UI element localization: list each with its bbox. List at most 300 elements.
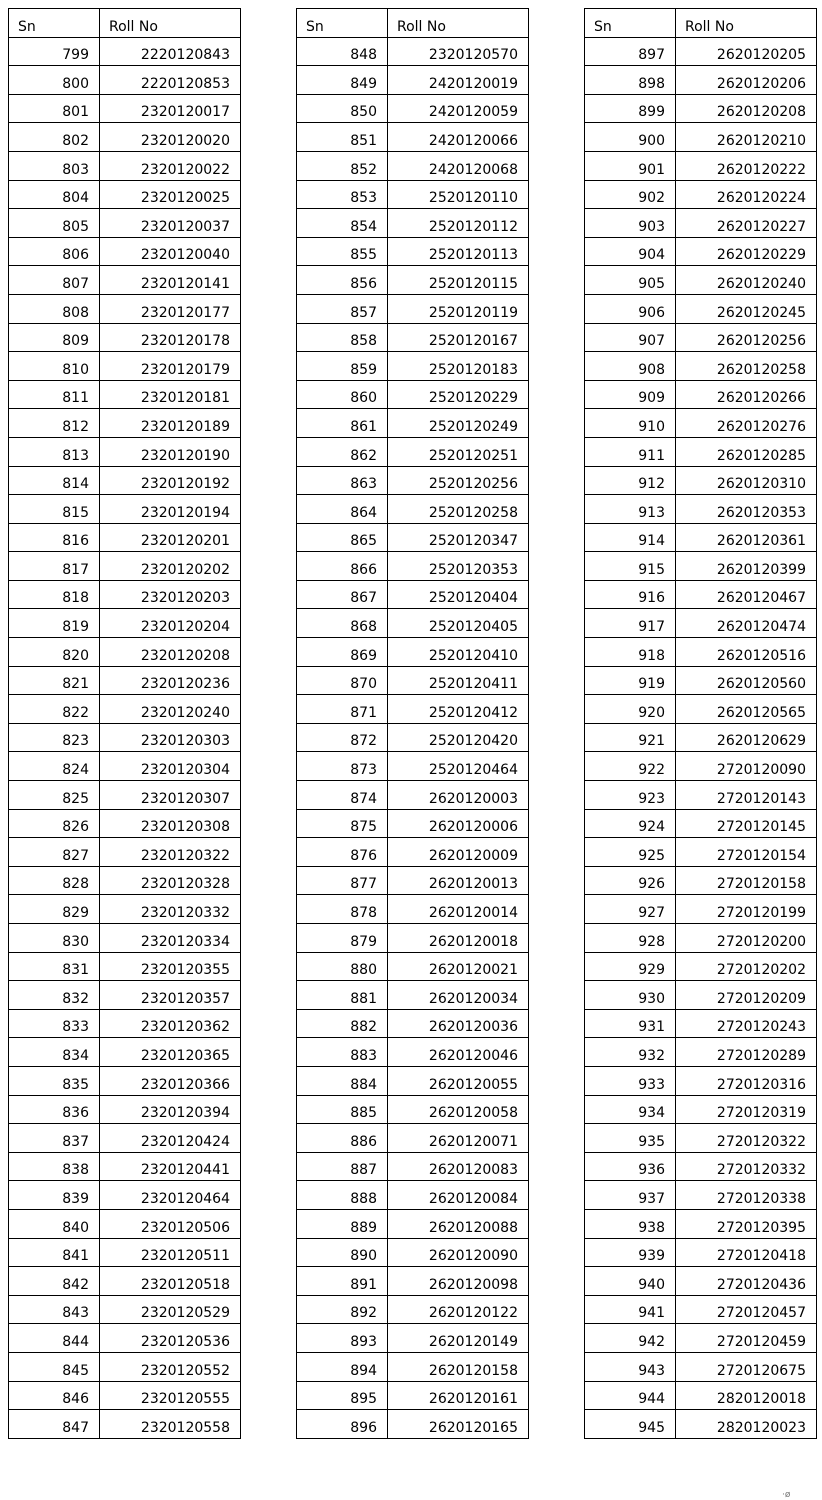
sn-cell: 838 [9, 1152, 100, 1181]
sn-cell: 919 [585, 666, 676, 695]
table-row [297, 866, 529, 895]
table-row [9, 609, 241, 638]
roll-no-cell: 2320120552 [100, 1352, 241, 1381]
sn-cell: 892 [297, 1295, 388, 1324]
table-row [297, 1267, 529, 1296]
sn-cell: 876 [297, 838, 388, 867]
table-row [297, 495, 529, 524]
sn-cell: 877 [297, 866, 388, 895]
table-row [9, 294, 241, 323]
table-row [9, 266, 241, 295]
roll-no-cell: 2520120411 [388, 666, 529, 695]
roll-no-cell: 2720120202 [676, 952, 817, 981]
table-row [9, 1038, 241, 1067]
table-row [297, 580, 529, 609]
sn-cell: 886 [297, 1124, 388, 1153]
roll-no-cell: 2620120629 [676, 723, 817, 752]
roll-no-cell: 2620120055 [388, 1066, 529, 1095]
sn-cell: 822 [9, 695, 100, 724]
table-row [297, 37, 529, 66]
roll-no-cell: 2520120229 [388, 380, 529, 409]
sn-header: Sn [585, 9, 676, 38]
table-row [297, 180, 529, 209]
sn-cell: 933 [585, 1066, 676, 1095]
table-row [297, 838, 529, 867]
roll-no-cell: 2620120149 [388, 1324, 529, 1353]
roll-no-cell: 2320120201 [100, 523, 241, 552]
sn-cell: 801 [9, 94, 100, 123]
roll-no-cell: 2620120205 [676, 37, 817, 66]
roll-no-cell: 2620120285 [676, 437, 817, 466]
table-row [585, 495, 817, 524]
roll-no-header: Roll No [676, 9, 817, 38]
table-row [9, 151, 241, 180]
roll-no-header: Roll No [100, 9, 241, 38]
sn-cell: 805 [9, 209, 100, 238]
table-row [9, 209, 241, 238]
roll-no-cell: 2320120304 [100, 752, 241, 781]
sn-cell: 835 [9, 1066, 100, 1095]
table-row [585, 209, 817, 238]
table-row [585, 380, 817, 409]
roll-no-cell: 2720120457 [676, 1295, 817, 1324]
table-row [585, 94, 817, 123]
sn-cell: 828 [9, 866, 100, 895]
sn-cell: 853 [297, 180, 388, 209]
roll-no-cell: 2620120122 [388, 1295, 529, 1324]
roll-no-cell: 2520120112 [388, 209, 529, 238]
roll-no-cell: 2320120322 [100, 838, 241, 867]
roll-no-cell: 2620120353 [676, 495, 817, 524]
roll-no-cell: 2720120200 [676, 924, 817, 953]
sn-cell: 914 [585, 523, 676, 552]
table-row [585, 981, 817, 1010]
table-row [585, 180, 817, 209]
roll-no-cell: 2620120210 [676, 123, 817, 152]
table-row [9, 1095, 241, 1124]
roll-no-cell: 2520120256 [388, 466, 529, 495]
roll-no-cell: 2620120058 [388, 1095, 529, 1124]
table-row [585, 1066, 817, 1095]
roll-no-cell: 2320120366 [100, 1066, 241, 1095]
roll-no-cell: 2720120418 [676, 1238, 817, 1267]
sn-cell: 924 [585, 809, 676, 838]
sn-cell: 904 [585, 237, 676, 266]
sn-cell: 874 [297, 781, 388, 810]
table-row [9, 924, 241, 953]
sn-cell: 872 [297, 723, 388, 752]
sn-cell: 891 [297, 1267, 388, 1296]
table-row [297, 94, 529, 123]
roll-no-cell: 2620120227 [676, 209, 817, 238]
sn-cell: 833 [9, 1009, 100, 1038]
table-row [297, 723, 529, 752]
table-row [9, 1124, 241, 1153]
table-row [9, 866, 241, 895]
roll-no-cell: 2520120183 [388, 352, 529, 381]
roll-no-cell: 2620120399 [676, 552, 817, 581]
sn-cell: 829 [9, 895, 100, 924]
header-row [9, 9, 241, 38]
roll-no-cell: 2620120516 [676, 638, 817, 667]
sn-cell: 842 [9, 1267, 100, 1296]
roll-no-cell: 2320120040 [100, 237, 241, 266]
roll-no-cell: 2620120256 [676, 323, 817, 352]
roll-no-cell: 2720120143 [676, 781, 817, 810]
sn-cell: 938 [585, 1209, 676, 1238]
roll-no-cell: 2320120037 [100, 209, 241, 238]
roll-no-cell: 2320120303 [100, 723, 241, 752]
roll-no-cell: 2320120025 [100, 180, 241, 209]
table-row [9, 1238, 241, 1267]
sn-cell: 832 [9, 981, 100, 1010]
table-row [9, 981, 241, 1010]
sn-cell: 905 [585, 266, 676, 295]
sn-cell: 932 [585, 1038, 676, 1067]
table-row [585, 237, 817, 266]
sn-header: Sn [297, 9, 388, 38]
table-row [585, 866, 817, 895]
table-row [585, 609, 817, 638]
roll-no-cell: 2520120410 [388, 638, 529, 667]
roll-no-cell: 2320120570 [388, 37, 529, 66]
sn-cell: 912 [585, 466, 676, 495]
table-row [297, 1324, 529, 1353]
sn-cell: 893 [297, 1324, 388, 1353]
sn-cell: 868 [297, 609, 388, 638]
table-row [297, 380, 529, 409]
table-row [297, 266, 529, 295]
sn-cell: 920 [585, 695, 676, 724]
sn-cell: 901 [585, 151, 676, 180]
table-row [585, 1295, 817, 1324]
roll-no-cell: 2520120251 [388, 437, 529, 466]
table-row [9, 1410, 241, 1439]
sn-cell: 929 [585, 952, 676, 981]
table-row [585, 552, 817, 581]
sn-cell: 922 [585, 752, 676, 781]
sn-cell: 943 [585, 1352, 676, 1381]
roll-no-cell: 2520120115 [388, 266, 529, 295]
table-row [297, 437, 529, 466]
roll-no-cell: 2320120518 [100, 1267, 241, 1296]
table-row [585, 37, 817, 66]
table-row [9, 123, 241, 152]
roll-no-cell: 2320120555 [100, 1381, 241, 1410]
roll-no-cell: 2620120467 [676, 580, 817, 609]
roll-no-cell: 2320120192 [100, 466, 241, 495]
roll-no-cell: 2520120119 [388, 294, 529, 323]
sn-cell: 865 [297, 523, 388, 552]
table-row [9, 638, 241, 667]
sn-cell: 926 [585, 866, 676, 895]
roll-no-cell: 2620120098 [388, 1267, 529, 1296]
roll-no-cell: 2620120006 [388, 809, 529, 838]
table-row [585, 123, 817, 152]
table-row [9, 409, 241, 438]
roll-no-cell: 2320120203 [100, 580, 241, 609]
roll-table-1 [8, 8, 241, 1439]
roll-no-cell: 2520120249 [388, 409, 529, 438]
table-row [297, 466, 529, 495]
sn-cell: 857 [297, 294, 388, 323]
sn-cell: 940 [585, 1267, 676, 1296]
roll-no-cell: 2720120090 [676, 752, 817, 781]
roll-no-cell: 2320120240 [100, 695, 241, 724]
roll-no-cell: 2720120316 [676, 1066, 817, 1095]
roll-no-cell: 2320120511 [100, 1238, 241, 1267]
roll-no-cell: 2320120334 [100, 924, 241, 953]
sn-cell: 906 [585, 294, 676, 323]
table-row [585, 409, 817, 438]
table-row [585, 151, 817, 180]
roll-no-cell: 2520120167 [388, 323, 529, 352]
table-row [297, 1381, 529, 1410]
sn-cell: 869 [297, 638, 388, 667]
table-row [297, 1038, 529, 1067]
sn-cell: 930 [585, 981, 676, 1010]
roll-no-cell: 2520120464 [388, 752, 529, 781]
roll-no-cell: 2720120459 [676, 1324, 817, 1353]
table-row [585, 1009, 817, 1038]
roll-no-header: Roll No [388, 9, 529, 38]
sn-cell: 827 [9, 838, 100, 867]
table-row [585, 1181, 817, 1210]
roll-no-cell: 2320120208 [100, 638, 241, 667]
table-row [585, 523, 817, 552]
roll-no-cell: 2620120208 [676, 94, 817, 123]
table-row [297, 1295, 529, 1324]
table-row [297, 552, 529, 581]
roll-no-cell: 2720120436 [676, 1267, 817, 1296]
roll-no-cell: 2720120243 [676, 1009, 817, 1038]
roll-no-cell: 2520120404 [388, 580, 529, 609]
roll-no-cell: 2520120353 [388, 552, 529, 581]
roll-no-cell: 2320120536 [100, 1324, 241, 1353]
sn-cell: 917 [585, 609, 676, 638]
roll-no-cell: 2520120420 [388, 723, 529, 752]
roll-no-cell: 2620120229 [676, 237, 817, 266]
table-row [9, 323, 241, 352]
roll-no-cell: 2320120178 [100, 323, 241, 352]
table-row [297, 952, 529, 981]
roll-no-cell: 2320120307 [100, 781, 241, 810]
roll-no-cell: 2620120474 [676, 609, 817, 638]
table-row [9, 180, 241, 209]
sn-cell: 899 [585, 94, 676, 123]
table-row [9, 1152, 241, 1181]
sn-cell: 918 [585, 638, 676, 667]
roll-no-cell: 2320120017 [100, 94, 241, 123]
roll-no-cell: 2320120332 [100, 895, 241, 924]
sn-cell: 807 [9, 266, 100, 295]
table-row [585, 1152, 817, 1181]
roll-no-cell: 2320120506 [100, 1209, 241, 1238]
header-row [585, 9, 817, 38]
roll-no-cell: 2620120013 [388, 866, 529, 895]
sn-cell: 804 [9, 180, 100, 209]
table-row [9, 66, 241, 95]
sn-cell: 813 [9, 437, 100, 466]
sn-cell: 934 [585, 1095, 676, 1124]
sn-cell: 839 [9, 1181, 100, 1210]
sn-cell: 895 [297, 1381, 388, 1410]
table-row [585, 952, 817, 981]
roll-no-cell: 2520120347 [388, 523, 529, 552]
sn-cell: 847 [9, 1410, 100, 1439]
table-row [297, 695, 529, 724]
sn-cell: 883 [297, 1038, 388, 1067]
roll-no-cell: 2620120071 [388, 1124, 529, 1153]
table-row [585, 809, 817, 838]
table-row [297, 1238, 529, 1267]
sn-cell: 894 [297, 1352, 388, 1381]
sn-cell: 931 [585, 1009, 676, 1038]
roll-no-cell: 2720120322 [676, 1124, 817, 1153]
roll-no-cell: 2620120021 [388, 952, 529, 981]
roll-no-cell: 2620120565 [676, 695, 817, 724]
table-row [585, 638, 817, 667]
sn-cell: 913 [585, 495, 676, 524]
sn-cell: 809 [9, 323, 100, 352]
roll-no-cell: 2320120181 [100, 380, 241, 409]
table-row [297, 924, 529, 953]
table-row [585, 752, 817, 781]
table-row [585, 1209, 817, 1238]
roll-no-cell: 2220120853 [100, 66, 241, 95]
sn-cell: 885 [297, 1095, 388, 1124]
table-row [585, 323, 817, 352]
roll-no-cell: 2320120020 [100, 123, 241, 152]
sn-cell: 870 [297, 666, 388, 695]
sn-cell: 859 [297, 352, 388, 381]
table-row [585, 838, 817, 867]
sn-cell: 856 [297, 266, 388, 295]
roll-no-cell: 2620120158 [388, 1352, 529, 1381]
roll-no-cell: 2320120394 [100, 1095, 241, 1124]
roll-no-cell: 2620120206 [676, 66, 817, 95]
roll-no-cell: 2620120276 [676, 409, 817, 438]
table-row [9, 94, 241, 123]
sn-cell: 890 [297, 1238, 388, 1267]
sn-cell: 888 [297, 1181, 388, 1210]
table-row [297, 1066, 529, 1095]
table-row [9, 1267, 241, 1296]
roll-no-cell: 2620120161 [388, 1381, 529, 1410]
sn-cell: 907 [585, 323, 676, 352]
table-row [9, 952, 241, 981]
roll-no-cell: 2620120361 [676, 523, 817, 552]
roll-no-cell: 2620120560 [676, 666, 817, 695]
table-row [9, 1352, 241, 1381]
sn-cell: 889 [297, 1209, 388, 1238]
table-row [585, 1410, 817, 1439]
sn-cell: 864 [297, 495, 388, 524]
sn-cell: 923 [585, 781, 676, 810]
sn-cell: 811 [9, 380, 100, 409]
table-row [9, 437, 241, 466]
sn-cell: 873 [297, 752, 388, 781]
sn-cell: 896 [297, 1410, 388, 1439]
roll-no-cell: 2320120204 [100, 609, 241, 638]
roll-no-cell: 2420120059 [388, 94, 529, 123]
sn-cell: 816 [9, 523, 100, 552]
sn-cell: 799 [9, 37, 100, 66]
roll-no-cell: 2320120022 [100, 151, 241, 180]
roll-no-cell: 2720120338 [676, 1181, 817, 1210]
roll-no-cell: 2420120068 [388, 151, 529, 180]
roll-no-cell: 2520120258 [388, 495, 529, 524]
table-row [297, 1181, 529, 1210]
roll-no-cell: 2320120141 [100, 266, 241, 295]
table-row [297, 409, 529, 438]
table-row [585, 781, 817, 810]
sn-cell: 879 [297, 924, 388, 953]
sn-cell: 824 [9, 752, 100, 781]
table-row [585, 66, 817, 95]
table-row [585, 437, 817, 466]
sn-cell: 911 [585, 437, 676, 466]
table-row [9, 1381, 241, 1410]
sn-cell: 936 [585, 1152, 676, 1181]
sn-cell: 878 [297, 895, 388, 924]
sn-cell: 927 [585, 895, 676, 924]
table-row [297, 609, 529, 638]
table-row [9, 1009, 241, 1038]
table-row [9, 695, 241, 724]
sn-cell: 902 [585, 180, 676, 209]
roll-no-cell: 2320120529 [100, 1295, 241, 1324]
sn-cell: 937 [585, 1181, 676, 1210]
sn-cell: 867 [297, 580, 388, 609]
roll-no-cell: 2620120034 [388, 981, 529, 1010]
table-row [9, 580, 241, 609]
roll-no-cell: 2520120405 [388, 609, 529, 638]
sn-cell: 803 [9, 151, 100, 180]
sn-cell: 844 [9, 1324, 100, 1353]
table-row [297, 1352, 529, 1381]
table-row [297, 1209, 529, 1238]
table-row [585, 1038, 817, 1067]
sn-cell: 800 [9, 66, 100, 95]
sn-cell: 821 [9, 666, 100, 695]
roll-no-cell: 2720120319 [676, 1095, 817, 1124]
roll-no-cell: 2720120199 [676, 895, 817, 924]
roll-no-cell: 2720120154 [676, 838, 817, 867]
sn-cell: 826 [9, 809, 100, 838]
sn-cell: 915 [585, 552, 676, 581]
sn-cell: 945 [585, 1410, 676, 1439]
sn-cell: 875 [297, 809, 388, 838]
sn-cell: 802 [9, 123, 100, 152]
sn-cell: 837 [9, 1124, 100, 1153]
table-row [9, 723, 241, 752]
sn-cell: 817 [9, 552, 100, 581]
roll-no-cell: 2320120464 [100, 1181, 241, 1210]
sn-cell: 851 [297, 123, 388, 152]
roll-no-cell: 2620120310 [676, 466, 817, 495]
roll-no-cell: 2320120328 [100, 866, 241, 895]
sn-cell: 823 [9, 723, 100, 752]
table-row [297, 895, 529, 924]
sn-cell: 880 [297, 952, 388, 981]
table-row [297, 1124, 529, 1153]
table-row [585, 294, 817, 323]
table-row [9, 37, 241, 66]
table-row [297, 66, 529, 95]
roll-no-cell: 2620120083 [388, 1152, 529, 1181]
table-row [9, 1181, 241, 1210]
